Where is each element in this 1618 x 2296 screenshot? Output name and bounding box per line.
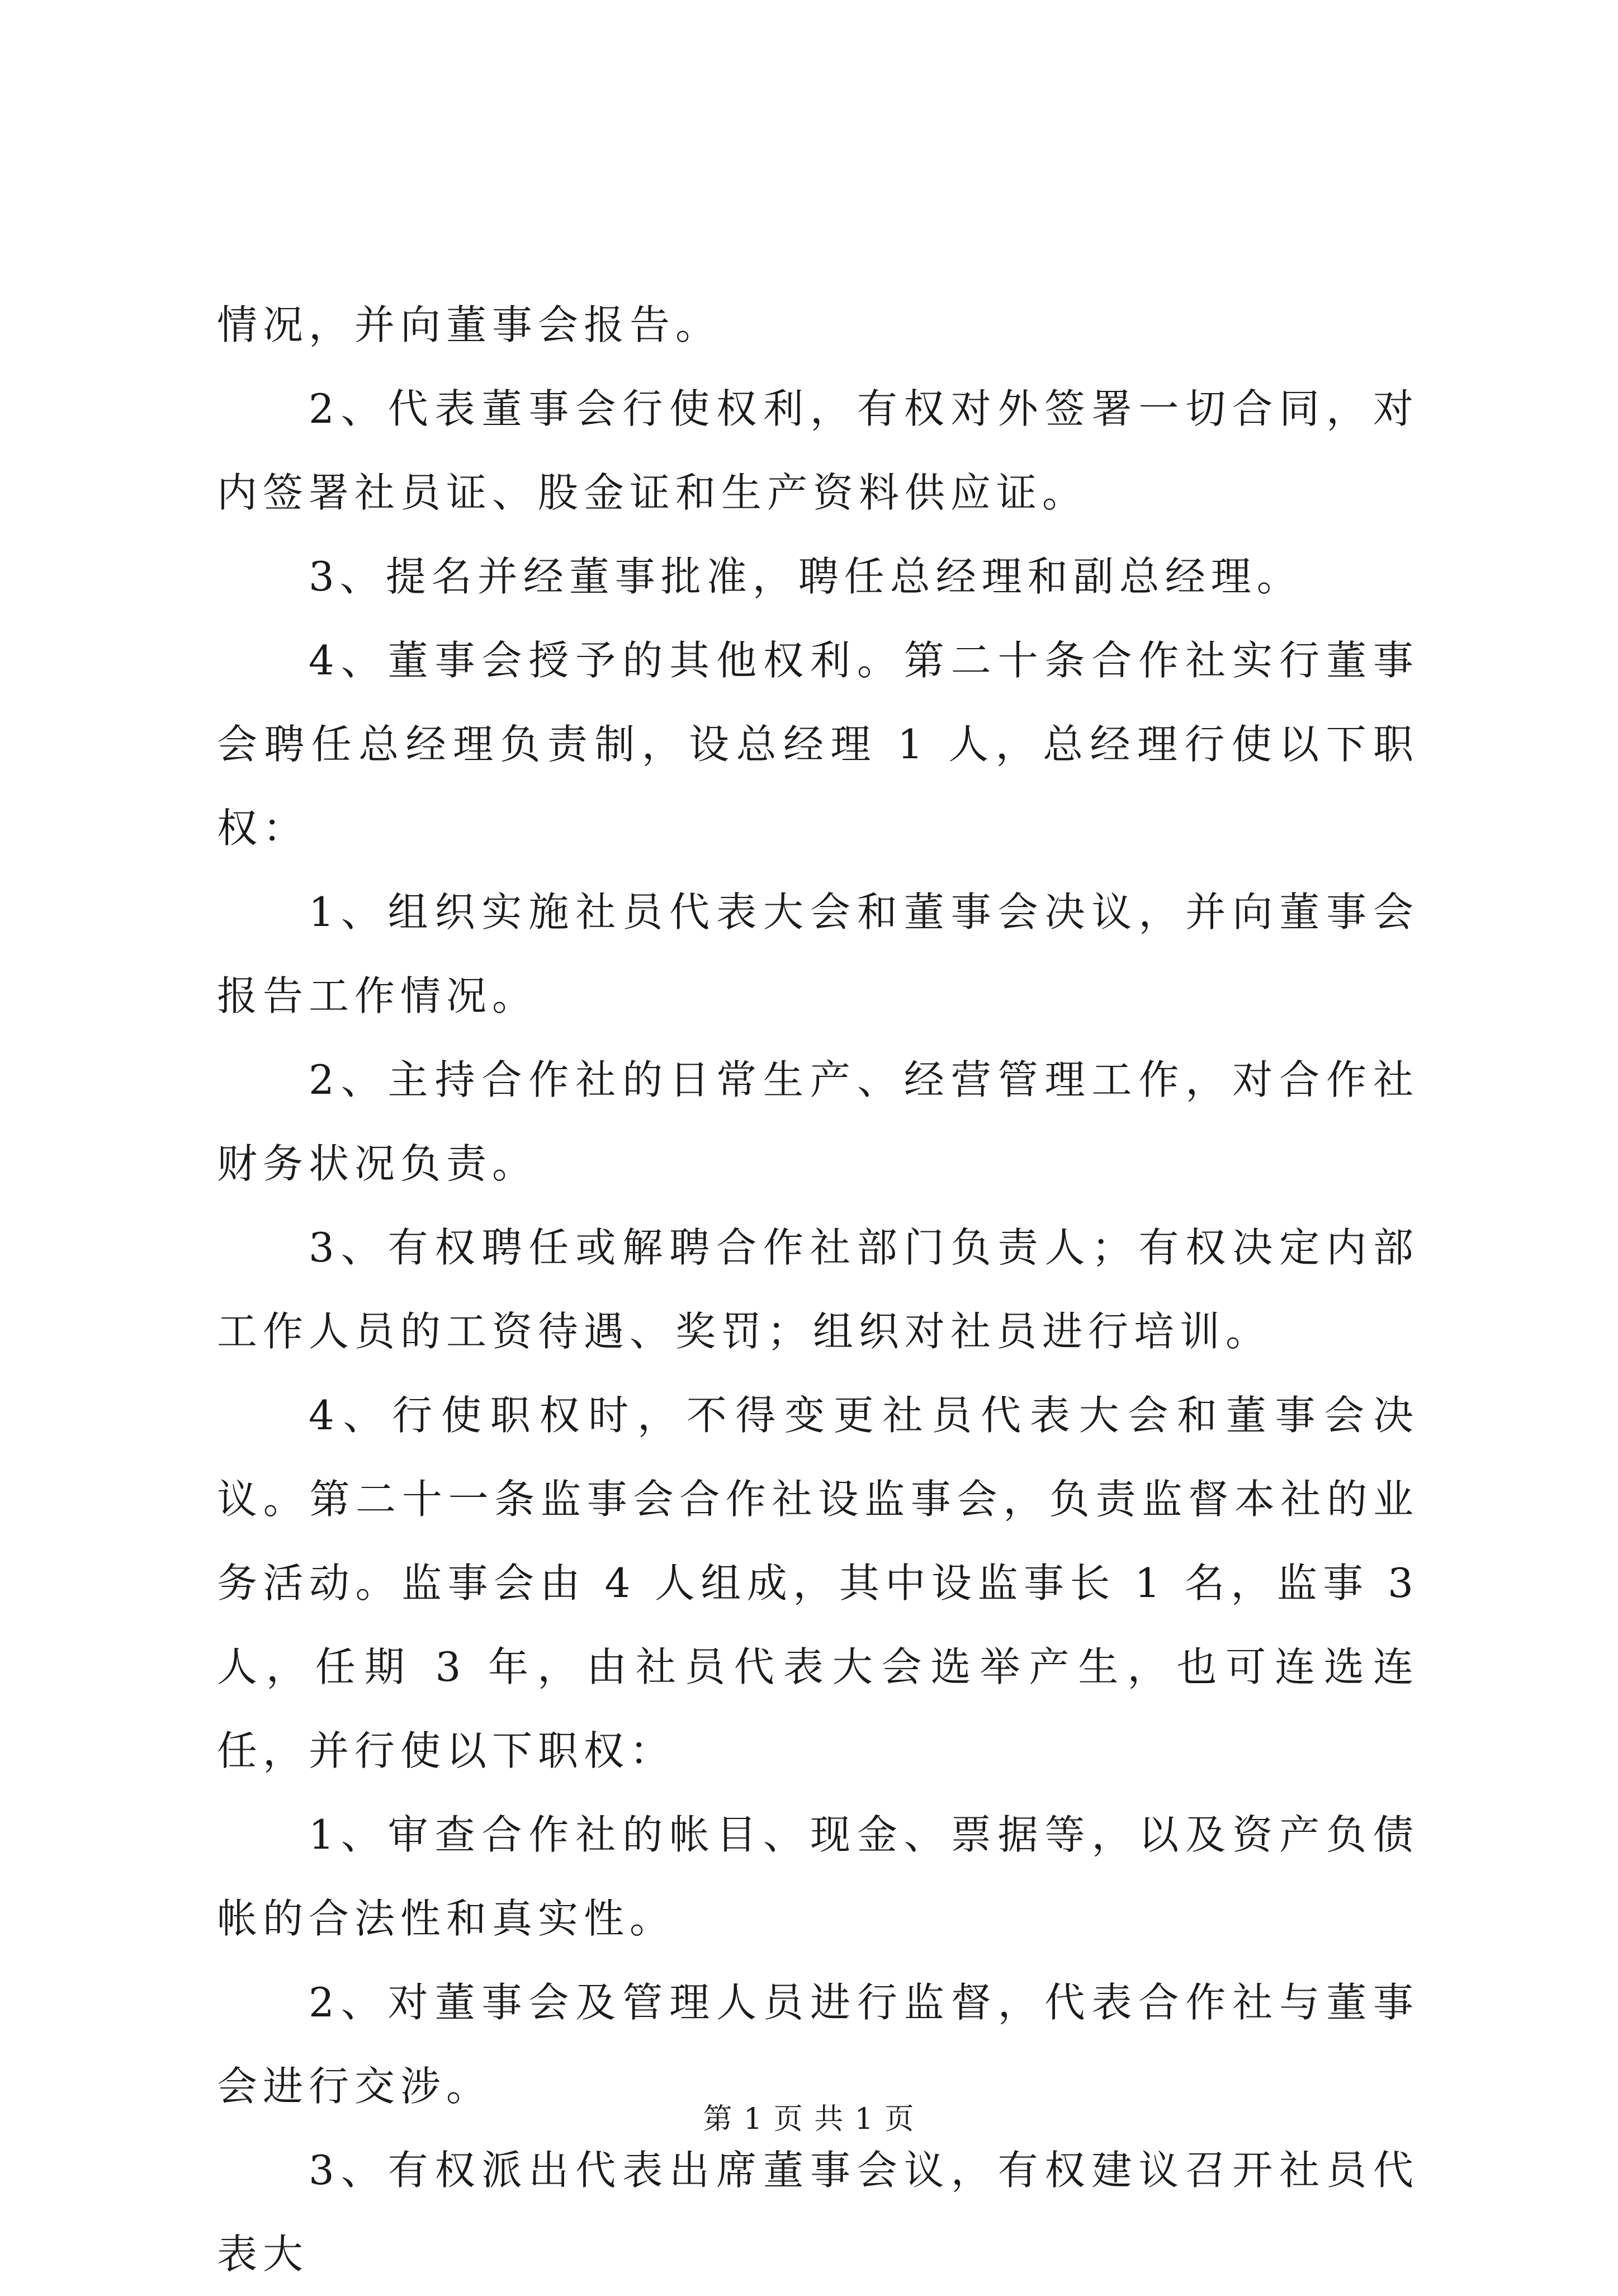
paragraph: 4、董事会授予的其他权利。第二十条合作社实行董事会聘任总经理负责制，设总经理 1 人，总经理行使以下职权： [217,637,1419,852]
paragraph: 情况，并向董事会报告。 [217,301,722,348]
paragraph: 4、行使职权时，不得变更社员代表大会和董事会决议。第二十一条监事会合作社设监事会，负责监督本社的业务活动。监事会由 4 人组成，其中设监事长 1 名，监事 3 人，任期 3 年，由社员代表大会选举产生，也可连选连任，并行使以下职权： [217,1392,1419,1774]
paragraph: 2、代表董事会行使权利，有权对外签署一切合同，对内签署社员证、股金证和生产资料供应证。 [217,385,1419,516]
paragraph: 1、审查合作社的帐目、现金、票据等，以及资产负债帐的合法性和真实性。 [217,1811,1419,1942]
paragraph: 3、有权聘任或解聘合作社部门负责人；有权决定内部工作人员的工资待遇、奖罚；组织对社员进行培训。 [217,1224,1419,1355]
paragraph: 1、组织实施社员代表大会和董事会决议，并向董事会报告工作情况。 [217,889,1419,1019]
paragraph: 2、对董事会及管理人员进行监督，代表合作社与董事会进行交涉。 [217,1979,1419,2110]
paragraph: 2、主持合作社的日常生产、经营管理工作，对合作社财务状况负责。 [217,1056,1419,1187]
page-footer: 第 1 页 共 1 页 [703,2103,915,2136]
paragraph: 3、有权派出代表出席董事会议，有权建议召开社员代表大 [217,2147,1419,2278]
paragraph: 3、提名并经董事批准，聘任总经理和副总经理。 [309,553,1303,600]
document-body [217,283,1419,2296]
